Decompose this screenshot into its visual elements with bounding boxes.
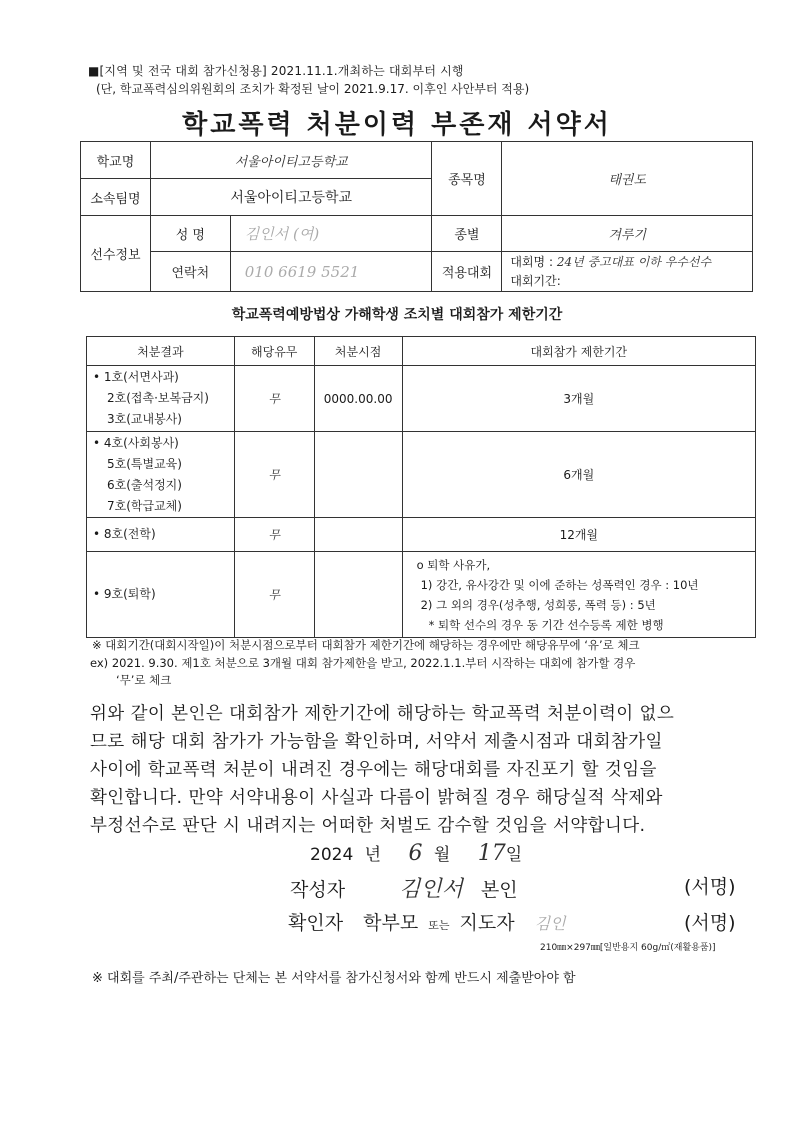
paper-spec: 210㎜×297㎜[일반용지 60g/㎡(재활용품)] [540,943,716,953]
team-value: 서울아이티고등학교 [150,179,432,216]
event-value: 겨루기 [502,216,753,252]
name-value: 김인서 (여) [230,216,432,252]
sanction-item: • 9호(퇴학) [87,552,235,638]
footnote-1: ※ 대회기간(대회시작일)이 처분시점으로부터 대회참가 제한기간에 해당하는 경우에만 해당유무에 ‘유’로 체크 [92,638,640,652]
sanction-item: 7호(학급교체) [107,498,182,513]
confirm-role2: 지도자 [459,912,515,934]
event-label: 종별 [432,216,502,252]
sanction-item: 5호(특별교육) [107,456,182,471]
competition-name-label: 대회명 : [510,254,554,269]
applicable-value: 무 [234,366,314,432]
limit-line: 2) 그 외의 경우(성추행, 성희롱, 폭력 등) : 5년 [420,597,656,612]
competition-name-value: 24년 중고대표 이하 우수선수 [556,254,712,269]
sanction-date: 0000.00.00 [314,366,402,432]
date-month: 6 [408,841,423,866]
date-month-label: 월 [433,845,451,865]
header-note-2: (단, 학교폭력심의위원회의 조치가 확정된 날이 2021.9.17. 이후인 사안부터 적용) [96,82,530,96]
applicable-value: 무 [234,552,314,638]
table-row [87,552,756,638]
limit-value: 12개월 [402,518,755,552]
team-label: 소속팀명 [81,179,151,216]
pledge-line: 사이에 학교폭력 처분이 내려진 경우에는 해당대회를 자진포기 할 것임을 [90,760,657,780]
writer-sign: (서명) [684,876,736,898]
header-applicable: 해당유무 [234,337,314,366]
writer-label: 작성자 [290,879,346,901]
sanction-date [314,518,402,552]
footnote-3: ‘무’로 체크 [116,673,172,687]
sanction-item: 6호(출석정지) [107,477,182,492]
date-day-label: 일 [505,845,523,865]
header-note-1: ■[지역 및 전국 대회 참가신청용] 2021.11.1.개최하는 대회부터 시행 [88,64,464,78]
sanction-item: • 8호(전학) [87,518,235,552]
pledge-paragraph [90,700,750,840]
table-row [87,432,756,518]
applicable-value: 무 [234,518,314,552]
contact-label: 연락처 [150,252,230,292]
signing-date [310,840,522,866]
pledge-line: 위와 같이 본인은 대회참가 제한기간에 해당하는 학교폭력 처분이력이 없으 [90,704,675,724]
writer-name: 김인서 [399,877,463,902]
confirm-label: 확인자 [288,912,344,934]
confirm-signature-row [288,908,736,935]
final-note: ※ 대회를 주최/주관하는 단체는 본 서약서를 참가신청서와 함께 반드시 제출받아야 함 [92,971,576,986]
or-label: 또는 [428,919,450,932]
applicable-value: 무 [234,432,314,518]
limit-line: * 퇴학 선수의 경우 동 기간 선수등록 제한 병행 [428,617,664,632]
sport-label: 종목명 [432,142,502,216]
sanction-date [314,552,402,638]
table-row [87,366,756,432]
pledge-line: 므로 해당 대회 참가가 가능함을 확인하며, 서약서 제출시점과 대회참가일 [90,732,663,752]
sanction-item: • 4호(사회봉사) [93,435,179,450]
sanctions-table [86,336,756,638]
writer-signature-row [290,872,736,903]
date-year: 2024 [310,845,354,865]
competition-period-label: 대회기간: [510,273,561,288]
pledge-line: 확인합니다. 만약 서약내용이 사실과 다름이 밝혀질 경우 해당실적 삭제와 [90,788,663,808]
player-info-label: 선수정보 [81,216,151,292]
sanctions-header-row [87,337,756,366]
confirm-role: 학부모 [363,912,419,934]
sport-value: 태권도 [502,142,753,216]
sanction-item: • 1호(서면사과) [93,370,179,384]
header-result: 처분결과 [87,337,235,366]
name-label: 성 명 [150,216,230,252]
limit-line: o 퇴학 사유가, [416,557,491,572]
sanction-item: 3호(교내봉사) [107,412,182,426]
date-day: 17 [477,841,506,866]
school-label: 학교명 [81,142,151,179]
sanctions-subtitle: 학교폭력예방법상 가해학생 조치별 대회참가 제한기간 [231,307,563,323]
school-value: 서울아이티고등학교 [150,142,432,179]
page-title: 학교폭력 처분이력 부존재 서약서 [182,110,612,140]
limit-value: 6개월 [402,432,755,518]
date-year-label: 년 [364,845,382,865]
footnote-2: ex) 2021. 9.30. 제1호 처분으로 3개월 대회 참가제한을 받고, 2022.1.1.부터 시작하는 대회에 참가할 경우 [90,656,636,670]
player-info-table [80,141,753,292]
header-limit: 대회참가 제한기간 [402,337,755,366]
header-date: 처분시점 [314,337,402,366]
confirm-sign: (서명) [684,912,736,934]
limit-value: 3개월 [402,366,755,432]
apply-label: 적용대회 [432,252,502,292]
sanction-item: 2호(접촉·보복금지) [107,391,209,405]
confirm-name: 김인 [534,914,566,933]
contact-value: 010 6619 5521 [230,252,432,292]
table-row [87,518,756,552]
writer-role: 본인 [480,879,518,901]
limit-line: 1) 강간, 유사강간 및 이에 준하는 성폭력인 경우 : 10년 [420,577,699,592]
pledge-line: 부정선수로 판단 시 내려지는 어떠한 처벌도 감수할 것임을 서약합니다. [90,816,646,836]
sanction-date [314,432,402,518]
